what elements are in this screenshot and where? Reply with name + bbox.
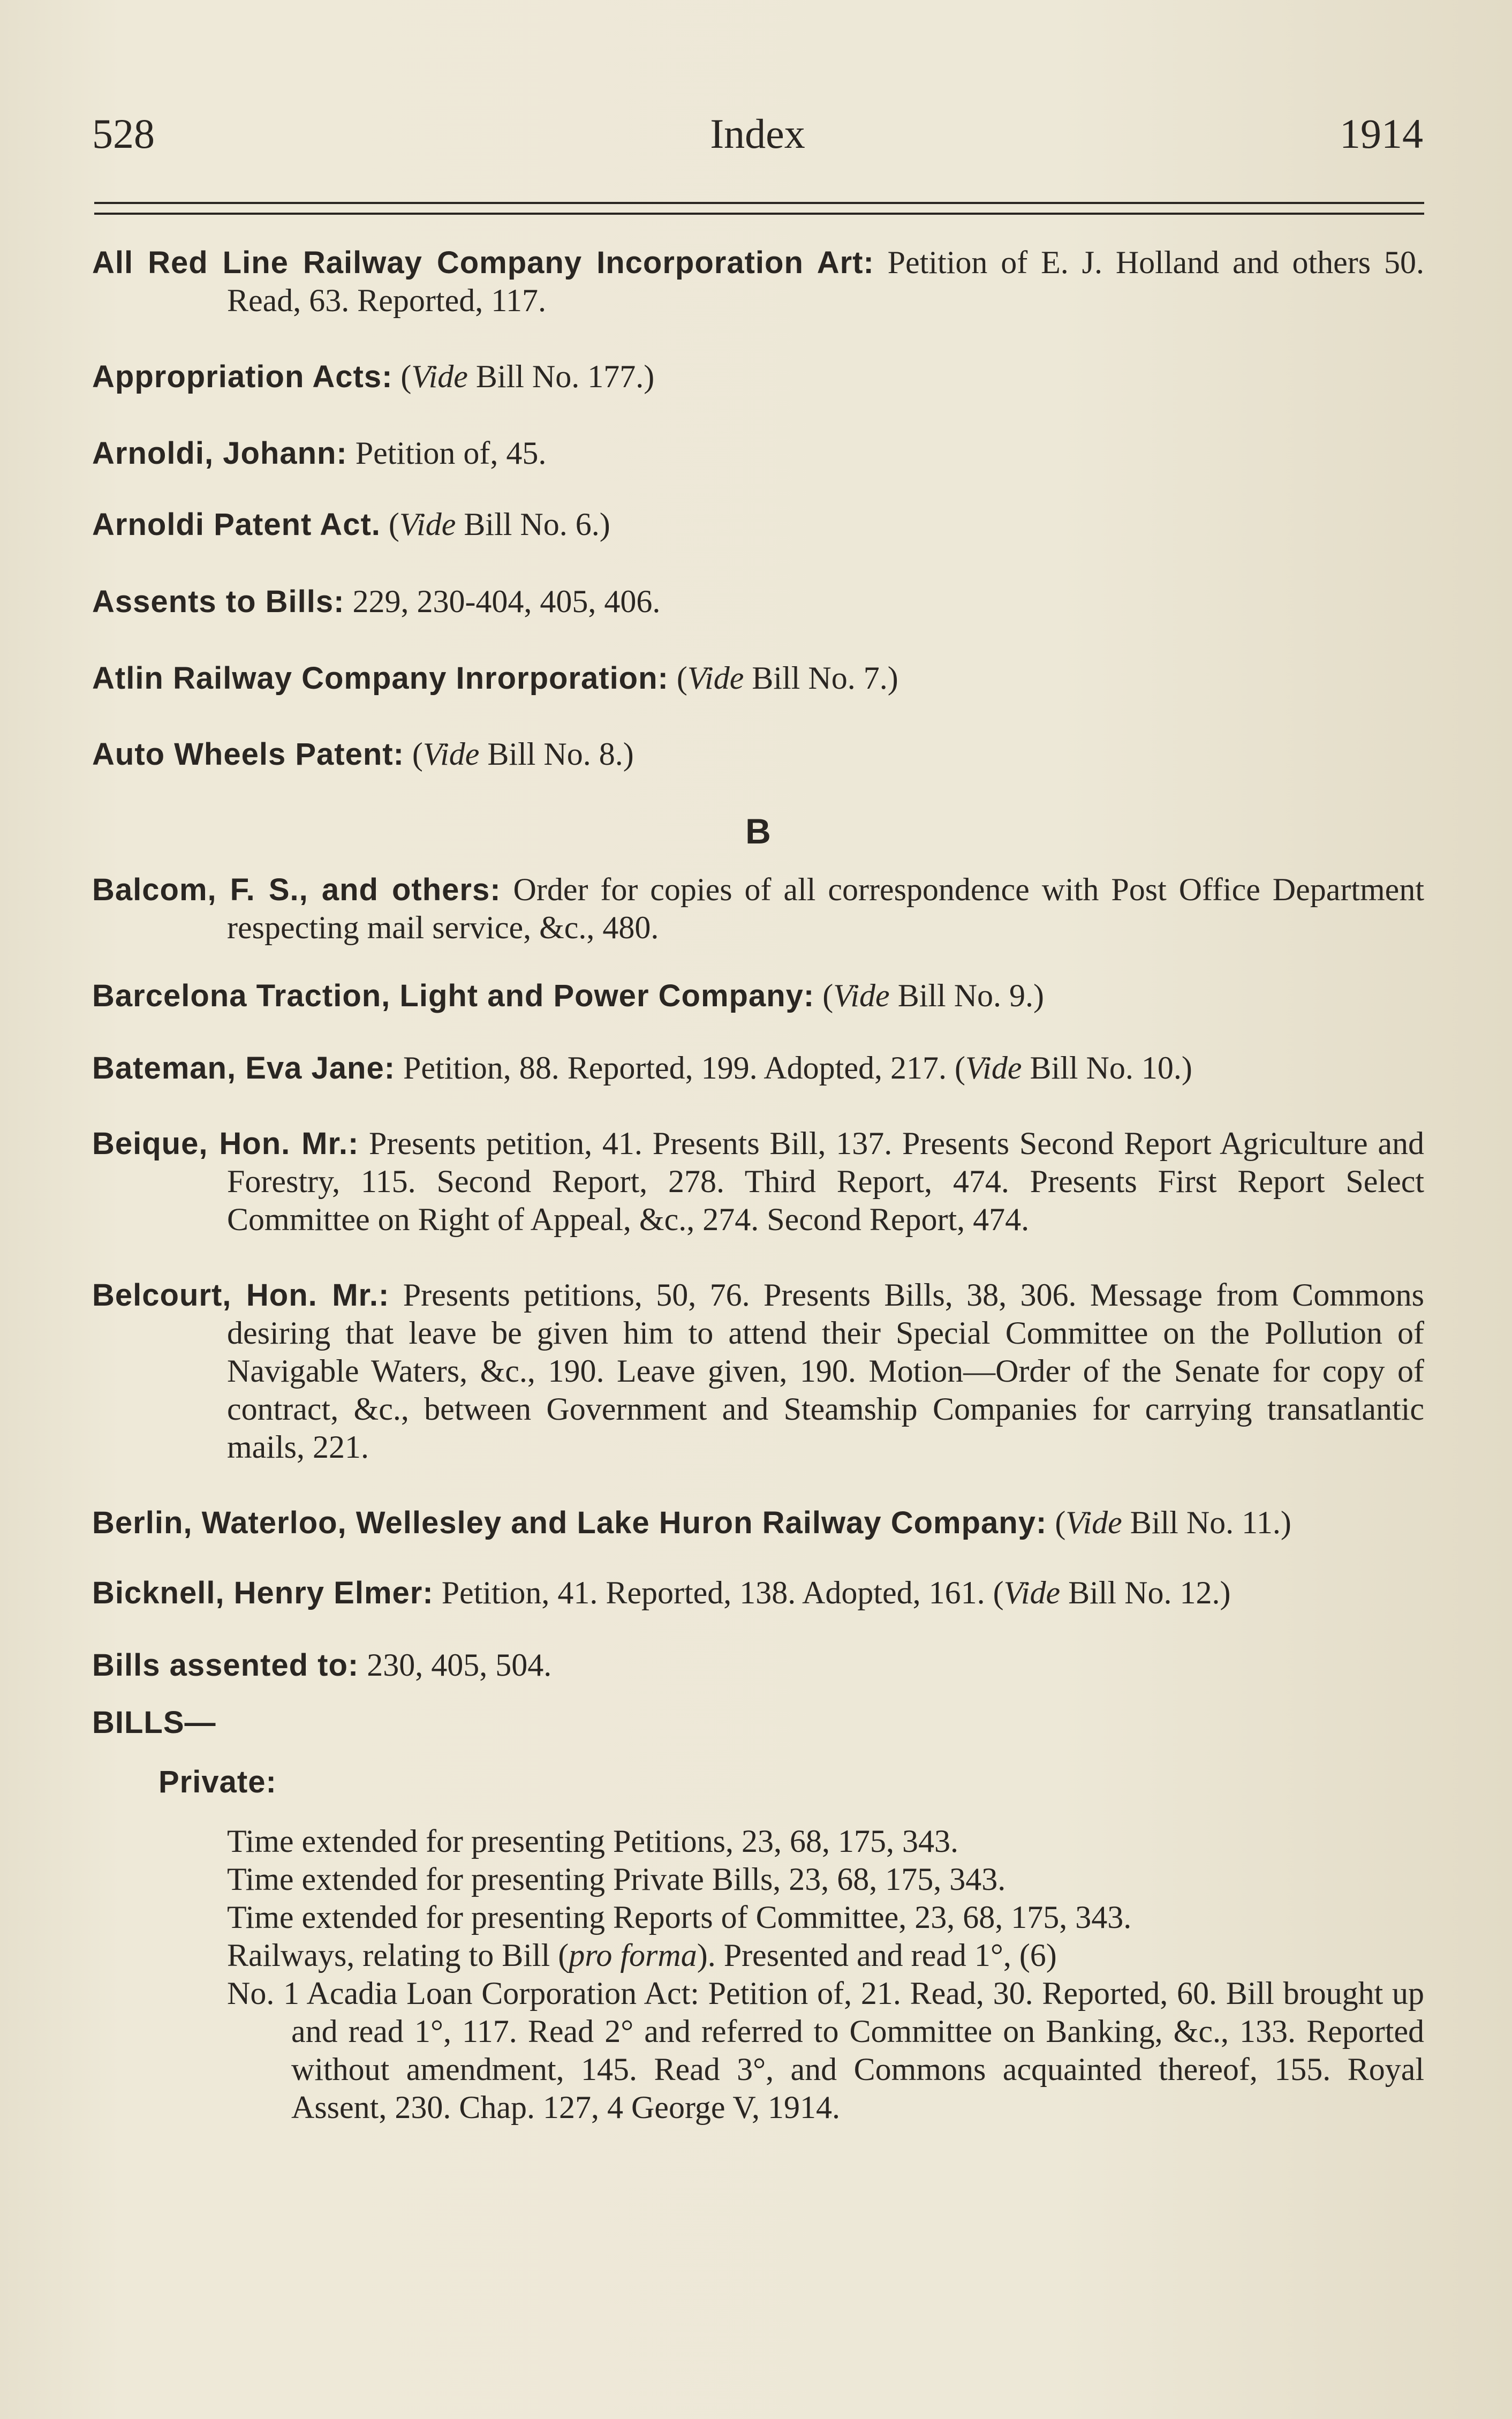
entry-heading: Arnoldi Patent Act. — [92, 507, 381, 542]
entry-heading: All Red Line Railway Company Incorporation Art: — [92, 245, 874, 280]
entry-heading: Bills assented to: — [92, 1648, 359, 1683]
index-entry — [92, 735, 1424, 773]
header-rule-top — [94, 202, 1424, 204]
entry-vide: Vide — [687, 660, 744, 696]
index-entry — [92, 244, 1424, 320]
entry-vide: Vide — [833, 978, 890, 1013]
entry-body: 230, 405, 504. — [359, 1647, 552, 1683]
entry-body: ( — [392, 359, 412, 394]
bill-line: Time extended for presenting Private Bills, 23, 68, 175, 343. — [227, 1862, 1006, 1897]
index-entry — [92, 977, 1424, 1015]
entry-body: Bill No. 10.) — [1022, 1050, 1192, 1086]
index-entry — [92, 871, 1424, 947]
bills-heading: BILLS— — [92, 1705, 216, 1740]
entry-body: ( — [380, 507, 399, 542]
entry-body: Petition of E. J. Holland and others 50. Read, 63. Reported, 117. — [227, 245, 1424, 318]
railways-text-end: ). Presented and read 1°, (6) — [697, 1938, 1057, 1973]
bill-no-1: No. 1 Acadia Loan Corporation Act: Petition of, 21. Read, 30. Reported, 60. Bill brought up and read 1°, 117. Read 2° and referred to Committee on Banking, &c., 133. Reported without amendment, 145. Read 3°, and Commons acquainted thereof, 155. Royal Assent, 230. Chap. 127, 4 George V, 1914. — [227, 1976, 1424, 2125]
pro-forma-text: pro forma — [569, 1938, 697, 1973]
entry-heading: Bicknell, Henry Elmer: — [92, 1576, 434, 1610]
railways-text: Railways, relating to Bill ( — [227, 1938, 569, 1973]
entry-body: Bill No. 9.) — [889, 978, 1045, 1013]
entry-vide: Vide — [965, 1050, 1022, 1086]
entry-vide: Vide — [1065, 1505, 1122, 1540]
entry-heading: Arnoldi, Johann: — [92, 436, 347, 471]
entry-vide: Vide — [422, 736, 480, 772]
page-title: Index — [710, 110, 805, 157]
entry-body: Bill No. 11.) — [1122, 1505, 1291, 1540]
entry-body: ( — [814, 978, 834, 1013]
index-entry — [92, 1646, 1424, 1684]
index-entry — [92, 358, 1424, 396]
entry-body: Bill No. 177.) — [467, 359, 655, 394]
index-content — [92, 244, 1424, 2127]
index-entry — [92, 434, 1424, 472]
entry-body: ( — [404, 736, 423, 772]
entry-vide: Vide — [399, 507, 456, 542]
entry-body: Petition, 88. Reported, 199. Adopted, 217. ( — [395, 1050, 965, 1086]
entry-heading: Bateman, Eva Jane: — [92, 1051, 396, 1086]
entry-heading: Berlin, Waterloo, Wellesley and Lake Huron Railway Company: — [92, 1505, 1047, 1540]
entry-heading: Assents to Bills: — [92, 584, 345, 619]
index-entry — [92, 506, 1424, 544]
entry-body: Petition of, 45. — [347, 435, 547, 471]
private-bills-heading: Private: — [158, 1765, 277, 1799]
entry-body: 229, 230-404, 405, 406. — [344, 584, 661, 619]
entry-heading: Balcom, F. S., and others: — [92, 872, 501, 907]
bill-line: Time extended for presenting Petitions, 23, 68, 175, 343. — [227, 1823, 958, 1859]
entry-body: Bill No. 7.) — [744, 660, 898, 696]
entry-heading: Barcelona Traction, Light and Power Company: — [92, 978, 815, 1013]
index-entry — [92, 1276, 1424, 1466]
entry-body: Bill No. 12.) — [1060, 1575, 1231, 1610]
entry-body: ( — [1047, 1505, 1066, 1540]
index-entry — [92, 583, 1424, 621]
index-entry — [92, 1504, 1424, 1542]
page-header — [92, 110, 1423, 169]
index-entry — [92, 1125, 1424, 1239]
entry-body: ( — [668, 660, 687, 696]
entry-heading: Auto Wheels Patent: — [92, 737, 404, 772]
entry-body: Bill No. 8.) — [479, 736, 634, 772]
page-year: 1914 — [1340, 110, 1423, 157]
entry-body: Petition, 41. Reported, 138. Adopted, 161. ( — [433, 1575, 1004, 1610]
index-entry — [92, 1049, 1424, 1087]
index-entry — [92, 1574, 1424, 1612]
entry-heading: Atlin Railway Company Inrorporation: — [92, 661, 669, 696]
bill-line: Time extended for presenting Reports of Committee, 23, 68, 175, 343. — [227, 1900, 1132, 1935]
entry-body: Presents petition, 41. Presents Bill, 137. Presents Second Report Agriculture and Forestry, 115. Second Report, 278. Third Report, 474. Presents First Report Select Committee on Right of Appeal, &c., 274. Second Report, 474. — [227, 1126, 1424, 1237]
entry-vide: Vide — [1003, 1575, 1061, 1610]
entry-heading: Belcourt, Hon. Mr.: — [92, 1278, 390, 1313]
private-bills-list — [92, 1822, 1424, 2127]
entry-vide: Vide — [411, 359, 468, 394]
header-rule-bottom — [94, 213, 1424, 215]
entry-heading: Beique, Hon. Mr.: — [92, 1126, 359, 1161]
page-number: 528 — [92, 110, 155, 157]
entry-heading: Appropriation Acts: — [92, 359, 393, 394]
section-letter-b: B — [745, 811, 771, 851]
entry-body: Bill No. 6.) — [456, 507, 610, 542]
entry-body: Presents petitions, 50, 76. Presents Bills, 38, 306. Message from Commons desiring that leave be given him to attend their Special Committee on the Pollution of Navigable Waters, &c., 190. Leave given, 190. Motion—Order of the Senate for copy of contract, &c., between Government and Steamship Companies for carrying transatlantic mails, 221. — [227, 1277, 1425, 1465]
entry-body: Order for copies of all correspondence with Post Office Department respecting mail service, &c., 480. — [227, 872, 1424, 945]
index-entry — [92, 659, 1424, 697]
bill-line-railways — [92, 1936, 1424, 1975]
